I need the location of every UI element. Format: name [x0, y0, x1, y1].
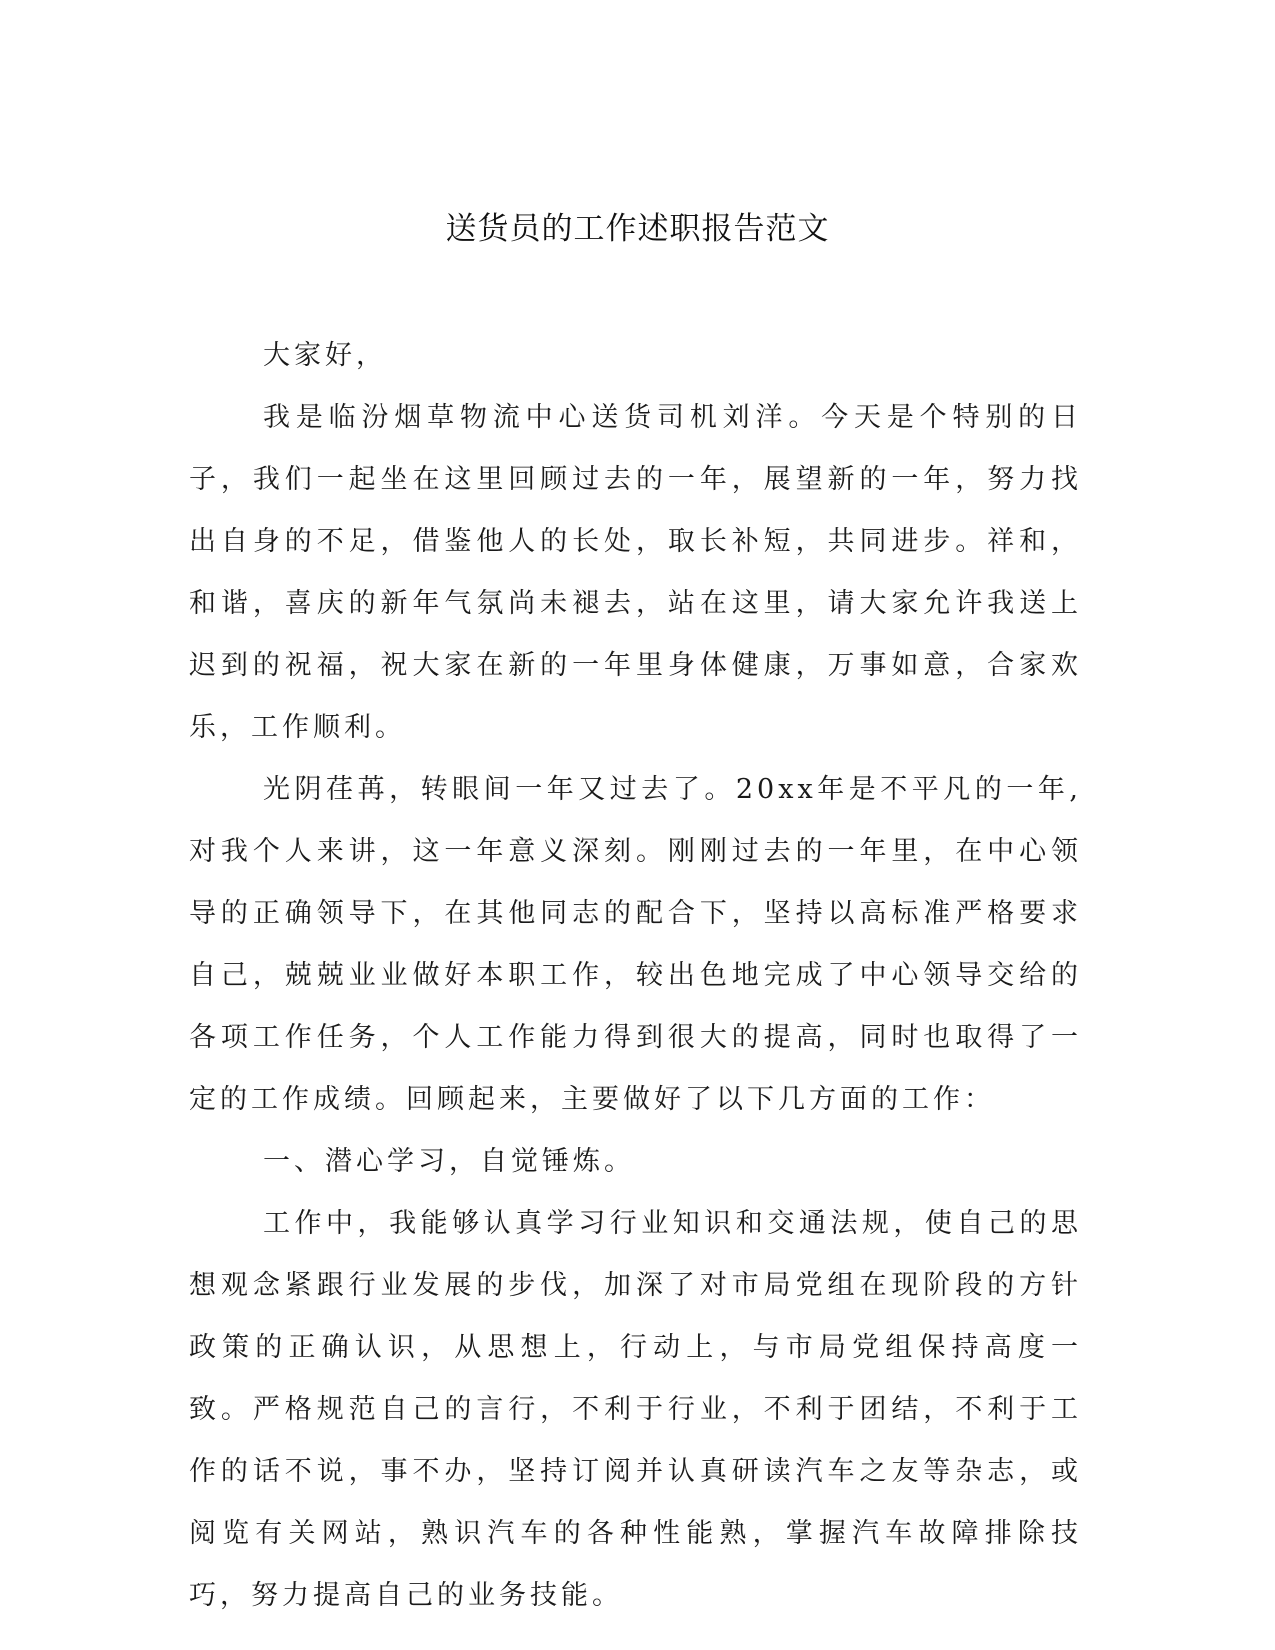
paragraph-study-details: 工作中，我能够认真学习行业知识和交通法规，使自己的思想观念紧跟行业发展的步伐，加深了对市局党组在现阶段的方针政策的正确认识，从思想上，行动上，与市局党组保持高度一致。严格规范自己的言行，不利于行业，不利于团结，不利于工作的话不说，事不办，坚持订阅并认真研读汽车之友等杂志，或阅览有关网站，熟识汽车的各种性能熟，掌握汽车故障排除技巧，努力提高自己的业务技能。 [189, 1208, 1082, 1611]
document-title: 送货员的工作述职报告范文 [445, 211, 830, 247]
section-heading-study: 一、潜心学习，自觉锤炼。 [263, 1146, 635, 1177]
paragraph-year-review: 光阴荏苒，转眼间一年又过去了。20xx年是不平凡的一年,对我个人来讲，这一年意义深刻。刚刚过去的一年里，在中心领导的正确领导下，在其他同志的配合下，坚持以高标准严格要求自己，兢兢业业做好本职工作，较出色地完成了中心领导交给的各项工作任务，个人工作能力得到很大的提高，同时也取得了一定的工作成绩。回顾起来，主要做好了以下几方面的工作： [189, 774, 1082, 1115]
paragraph-greeting: 大家好， [263, 340, 387, 371]
document-body [189, 325, 1082, 1627]
paragraph-introduction: 我是临汾烟草物流中心送货司机刘洋。今天是个特别的日子，我们一起坐在这里回顾过去的一年，展望新的一年，努力找出自身的不足，借鉴他人的长处，取长补短，共同进步。祥和，和谐，喜庆的新年气氛尚未褪去，站在这里，请大家允许我送上迟到的祝福，祝大家在新的一年里身体健康，万事如意，合家欢乐，工作顺利。 [189, 402, 1082, 743]
